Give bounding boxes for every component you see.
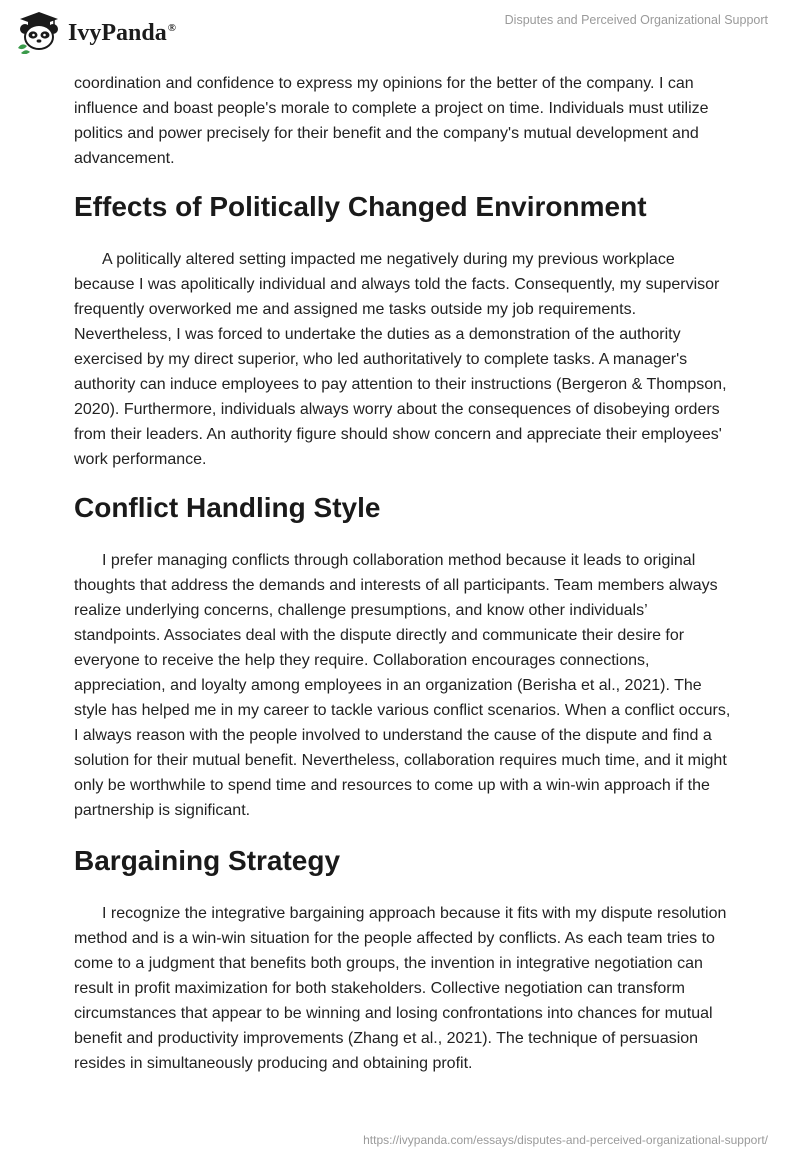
- intro-paragraph: coordination and confidence to express my opinions for the better of the company. I can influence and boast people's morale to complete a project on time. Individuals must utilize politics and power precisely for their benefit and the company's mutual development and advancement.: [74, 75, 709, 167]
- document-title: Disputes and Perceived Organizational Support: [504, 13, 768, 27]
- section-heading-effects: Effects of Politically Changed Environment: [74, 191, 647, 222]
- ivypanda-logo[interactable]: [16, 10, 176, 54]
- section-paragraph-conflict: I prefer managing conflicts through collaboration method because it leads to original thoughts that address the demands and interests of all participants. Team members always realize underlying concerns, challenge presumptions, and know other individuals’ standpoints. Associates deal with the dispute directly and communicate their desire for everyone to receive the help they require. Collaboration encourages connections, appreciation, and loyalty among employees in an organization (Berisha et al., 2021). The style has helped me in my career to tackle various conflict scenarios. When a conflict occurs, I always reason with the people involved to understand the cause of the dispute and find a solution for their mutual benefit. Nevertheless, collaboration requires much time, and it might only be worthwhile to spend time and resources to come up with a win-win approach if the partnership is significant.: [74, 552, 731, 819]
- registered-mark: ®: [167, 21, 176, 34]
- page-header: [0, 0, 800, 70]
- panda-graduate-logo-icon: [16, 10, 62, 54]
- source-url[interactable]: https://ivypanda.com/essays/disputes-and-perceived-organizational-support/: [363, 1133, 768, 1147]
- brand-name: [68, 20, 176, 47]
- section-paragraph-effects: A politically altered setting impacted me negatively during my previous workplace because I was apolitically individual and always told the facts. Consequently, my supervisor frequently overworked me and assigned me tasks outside my job requirements. Nevertheless, I was forced to undertake the duties as a demonstration of the authority exercised by my direct superior, who led authoritatively to complete tasks. A manager's authority can induce employees to pay attention to their instructions (Bergeron & Thompson, 2020). Furthermore, individuals always worry about the consequences of disobeying orders from their leaders. An authority figure should show concern and appreciate their employees' work performance.: [74, 251, 727, 468]
- essay-content: [74, 71, 734, 1076]
- brand-text: IvyPanda: [68, 19, 167, 46]
- section-paragraph-bargaining: I recognize the integrative bargaining approach because it fits with my dispute resolution method and is a win-win situation for the people affected by conflicts. As each team tries to come to a judgment that benefits both groups, the invention in integrative negotiation can result in profit maximization for both stakeholders. Collective negotiation can transform circumstances that appear to be winning and losing confrontations into chances for mutual benefit and productivity improvements (Zhang et al., 2021). The technique of persuasion resides in simultaneously producing and obtaining profit.: [74, 905, 727, 1072]
- section-heading-bargaining: Bargaining Strategy: [74, 845, 341, 876]
- section-heading-conflict: Conflict Handling Style: [74, 492, 381, 523]
